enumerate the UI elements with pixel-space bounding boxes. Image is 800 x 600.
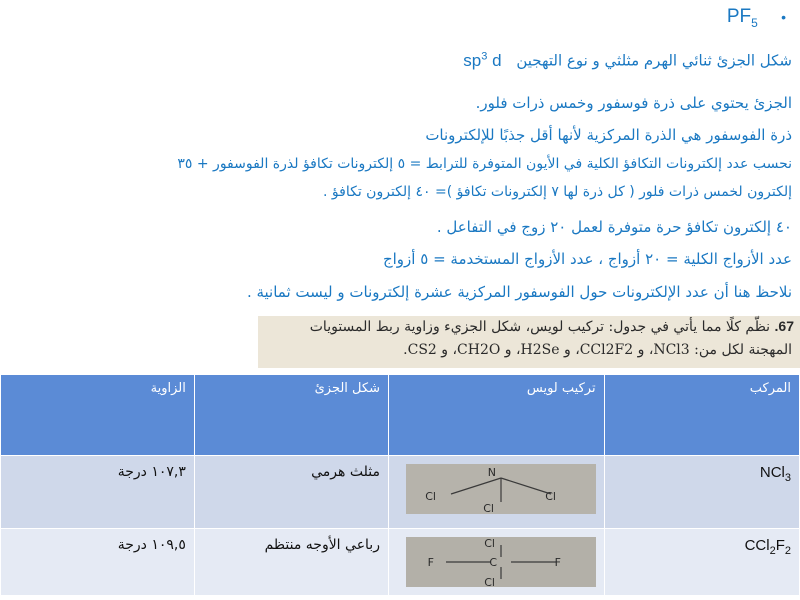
paragraph-line-7: نلاحظ هنا أن عدد الإلكترونات حول الفوسفور المركزية عشرة إلكترونات و ليست ثمانية .: [246, 283, 792, 301]
hybridization-line: [8, 50, 792, 71]
compound-cell: NCl$_3$: [604, 456, 799, 529]
excerpt-line-1: [310, 318, 794, 335]
header-shape: شكل الجزئ: [194, 375, 388, 456]
table-row: [1, 456, 800, 529]
shape-cell: مثلث هرمي: [194, 456, 388, 529]
angle-cell: ١٠٧,٣ درجة: [1, 456, 195, 529]
excerpt-line-2: المهجنة لكل من: NCl3، و CCl2F2، و H2Se، و CH2O، و CS2.: [403, 342, 792, 358]
svg-text:Cl: Cl: [544, 490, 556, 503]
paragraph-line-1: الجزئ يحتوي على ذرة فوسفور وخمس ذرات فلور.: [475, 94, 792, 112]
lewis-structure-image: [406, 464, 596, 514]
hybridization-text: شكل الجزئ ثنائي الهرم مثلثي و نوع التهجين: [516, 51, 792, 70]
table-row: [1, 529, 800, 596]
compounds-table: [0, 374, 800, 596]
svg-text:C: C: [488, 556, 497, 569]
angle-cell: ١٠٩,٥ درجة: [1, 529, 195, 596]
shape-cell: رباعي الأوجه منتظم: [194, 529, 388, 596]
slide-title: [727, 6, 786, 30]
paragraph-line-2: ذرة الفوسفور هي الذرة المركزية لأنها أقل جذبًا للإلكترونات: [425, 126, 792, 144]
bullet-icon: •: [781, 9, 786, 25]
svg-text:F: F: [427, 556, 434, 569]
textbook-excerpt: [258, 316, 800, 368]
paragraph-line-3: نحسب عدد إلكترونات التكافؤ الكلية في الأيون المتوفرة للترابط = ٥ إلكترونات تكافؤ لذرة الفوسفور + ٣٥: [177, 156, 792, 172]
svg-text:F: F: [554, 556, 561, 569]
svg-text:Cl: Cl: [424, 490, 436, 503]
svg-text:Cl: Cl: [483, 537, 495, 550]
compound-cell: $CCl_2F_2$: [604, 529, 799, 596]
paragraph-line-6: عدد الأزواج الكلية = ٢٠ أزواج ، عدد الأزواج المستخدمة = ٥ أزواج: [382, 250, 792, 268]
hybridization-value: $sp^3$ d: [463, 50, 502, 70]
svg-text:Cl: Cl: [483, 576, 495, 587]
header-lewis: تركيب لويس: [388, 375, 604, 456]
header-angle: الزاوية: [1, 375, 195, 456]
lewis-cell: [388, 456, 604, 529]
paragraph-line-4: إلكترون لخمس ذرات فلور ( كل ذرة لها ٧ إلكترونات تكافؤ )= ٤٠ إلكترون تكافؤ .: [323, 184, 792, 200]
svg-text:Cl: Cl: [482, 502, 494, 514]
question-number: 67.: [774, 318, 794, 334]
paragraph-line-5: ٤٠ إلكترون تكافؤ حرة متوفرة لعمل ٢٠ زوج في التفاعل .: [436, 218, 792, 236]
svg-text:N: N: [487, 466, 496, 479]
excerpt-line-1-text: نظّم كلًا مما يأتي في جدول: تركيب لويس، شكل الجزيء وزاوية ربط المستويات: [309, 319, 771, 335]
lewis-cell: [388, 529, 604, 596]
table-header-row: [1, 375, 800, 456]
title-formula: $PF_5$: [726, 6, 758, 30]
header-compound: المركب: [604, 375, 799, 456]
lewis-structure-image: [406, 537, 596, 587]
